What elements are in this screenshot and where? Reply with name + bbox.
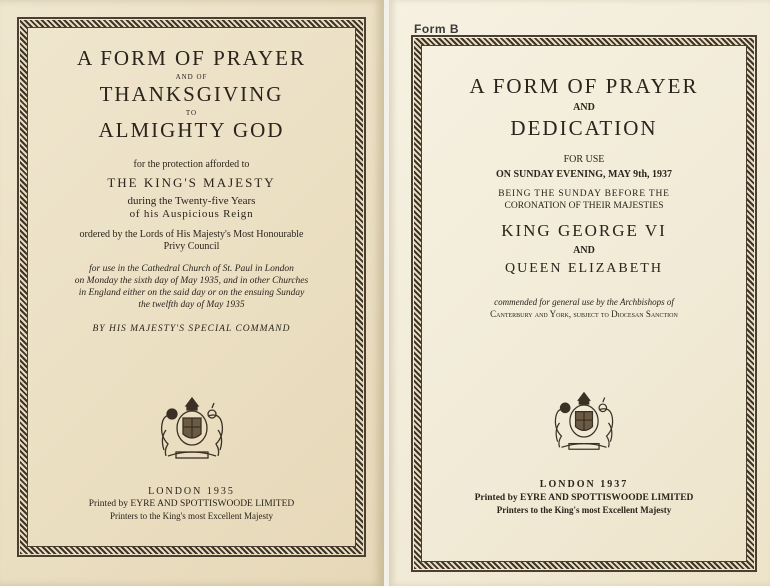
- left-booklet-cover: [0, 0, 384, 586]
- left-title-line2: THANKSGIVING: [99, 82, 284, 106]
- left-during-2: of his Auspicious Reign: [129, 208, 254, 220]
- left-title-line1: A FORM OF PRAYER: [76, 46, 307, 70]
- left-use-3: in England either on the said day or on the ensuing Sunday: [78, 288, 305, 298]
- left-ordered-1: ordered by the Lords of His Majesty's Most Honourable: [79, 229, 304, 240]
- left-and-of: AND OF: [175, 73, 208, 81]
- right-cover-text: [424, 74, 744, 515]
- right-queen: QUEEN ELIZABETH: [505, 261, 663, 276]
- right-for-use: FOR USE: [563, 154, 605, 165]
- right-and: AND: [573, 102, 595, 113]
- right-being-1: BEING THE SUNDAY BEFORE THE: [498, 189, 670, 199]
- left-ordered-2: Privy Council: [163, 241, 220, 252]
- left-to: TO: [185, 109, 198, 117]
- left-london-year: LONDON 1935: [148, 486, 235, 497]
- left-during-1: during the Twenty-five Years: [127, 195, 256, 207]
- left-use-4: the twelfth day of May 1935: [138, 300, 245, 310]
- left-majesty: THE KING'S MAJESTY: [107, 175, 276, 190]
- left-printers: Printers to the King's most Excellent Majesty: [109, 511, 274, 521]
- left-protection: for the protection afforded to: [133, 159, 250, 170]
- right-sunday-date: ON SUNDAY EVENING, MAY 9th, 1937: [495, 169, 673, 180]
- right-printers: Printers to the King's most Excellent Majesty: [496, 505, 672, 515]
- left-title-line3: ALMIGHTY GOD: [98, 118, 285, 142]
- left-cover-text: [30, 46, 353, 521]
- left-use-2: on Monday the sixth day of May 1935, and in other Churches: [74, 276, 309, 286]
- left-printed-by: Printed by EYRE AND SPOTTISWOODE LIMITED: [88, 499, 295, 509]
- right-booklet-cover: [389, 0, 770, 586]
- right-title-line2: DEDICATION: [510, 116, 658, 140]
- left-use-1: for use in the Cathedral Church of St. Paul in London: [89, 264, 294, 274]
- right-title-line1: A FORM OF PRAYER: [469, 74, 699, 98]
- form-b-label: Form B: [414, 22, 459, 36]
- royal-coat-of-arms-icon: [154, 394, 230, 462]
- right-and-2: AND: [573, 245, 595, 256]
- left-special-command: BY HIS MAJESTY'S SPECIAL COMMAND: [92, 324, 291, 334]
- right-commended-1: commended for general use by the Archbishops of: [494, 297, 674, 307]
- right-commended-2: Canterbury and York, subject to Diocesan Sanction: [490, 309, 678, 319]
- right-king: KING GEORGE VI: [501, 221, 667, 240]
- right-printed-by: Printed by EYRE AND SPOTTISWOODE LIMITED: [474, 493, 694, 503]
- royal-coat-of-arms-icon: [548, 389, 620, 453]
- right-being-2: CORONATION OF THEIR MAJESTIES: [504, 201, 664, 211]
- right-london-year: LONDON 1937: [539, 479, 629, 490]
